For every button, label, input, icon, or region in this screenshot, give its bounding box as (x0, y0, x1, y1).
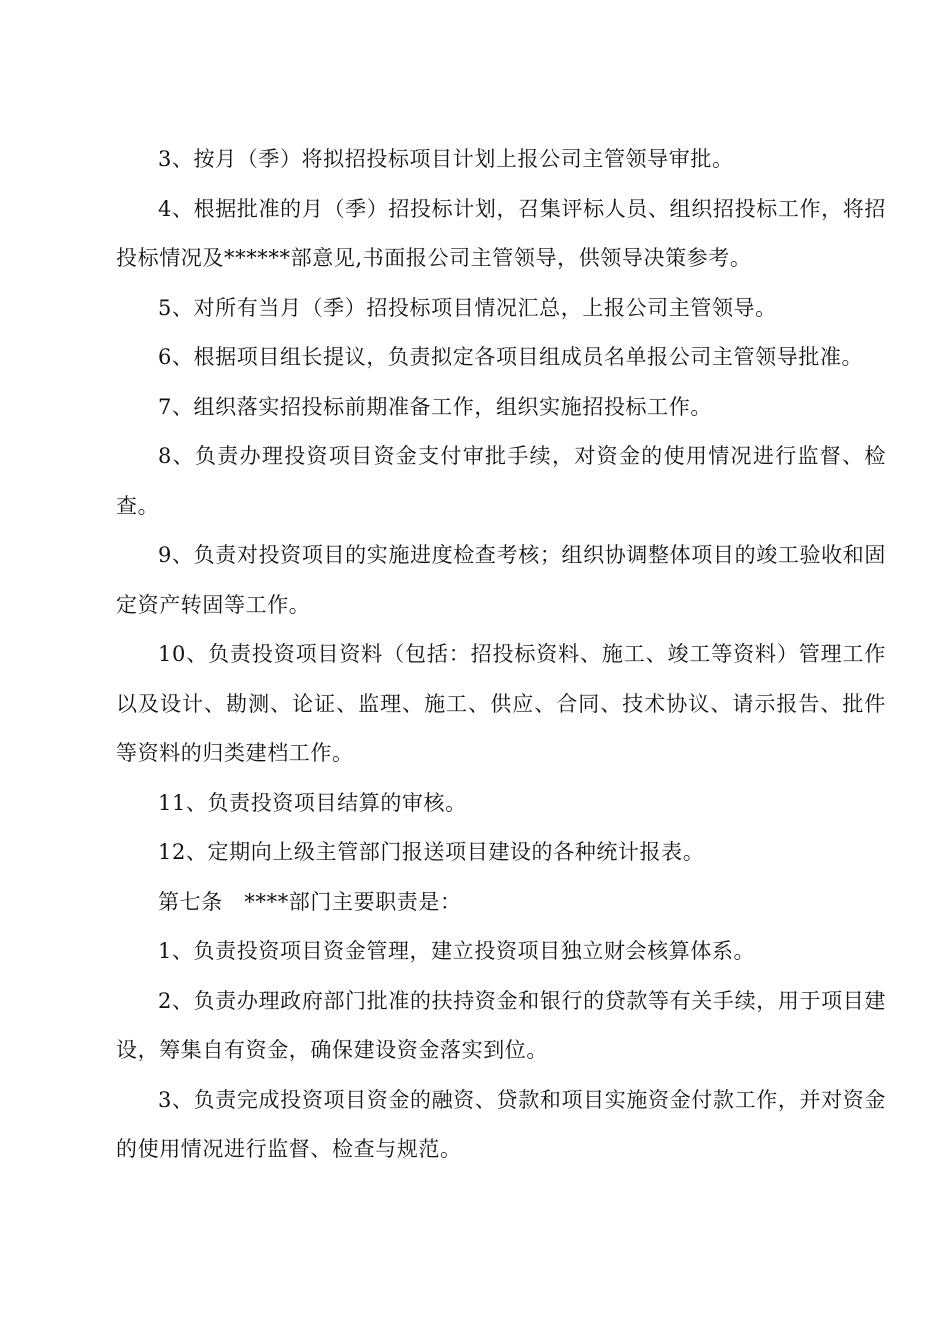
paragraph-item-4-organize-bidding: 4、根据批准的月（季）招投标计划，召集评标人员、组织招投标工作，将招投标情况及******部意见,书面报公司主管领导，供领导决策参考。 (116, 196, 886, 270)
paragraph-item-7-preparation: 7、组织落实招投标前期准备工作，组织实施招投标工作。 (158, 394, 712, 419)
paragraph-item-12-statistics-report: 12、定期向上级主管部门报送项目建设的各种统计报表。 (158, 840, 705, 864)
paragraph-item-8-payment-approval: 8、负责办理投资项目资金支付审批手续，对资金的使用情况进行监督、检查。 (116, 444, 886, 518)
paragraph-item-3-plan-report: 3、按月（季）将拟招投标项目计划上报公司主管领导审批。 (158, 147, 734, 171)
paragraph-item-6-team-list: 6、根据项目组长提议，负责拟定各项目组成员名单报公司主管领导批准。 (158, 345, 864, 369)
article-seven-heading: 第七条 ****部门主要职责是： (158, 889, 462, 914)
paragraph-finance-item-2: 2、负责办理政府部门批准的扶持资金和银行的贷款等有关手续，用于项目建设，筹集自有资金，确保建设资金落实到位。 (116, 988, 886, 1062)
paragraph-finance-item-1: 1、负责投资项目资金管理，建立投资项目独立财会核算体系。 (158, 939, 756, 963)
paragraph-item-11-settlement-review: 11、负责投资项目结算的审核。 (158, 790, 467, 815)
paragraph-item-9-progress-check: 9、负责对投资项目的实施进度检查考核；组织协调整体项目的竣工验收和固定资产转固等工作。 (116, 543, 886, 617)
document-page (116, 135, 886, 1175)
paragraph-item-5-monthly-summary: 5、对所有当月（季）招投标项目情况汇总，上报公司主管领导。 (158, 295, 777, 320)
paragraph-item-10-records-management: 10、负责投资项目资料（包括：招投标资料、施工、竣工等资料）管理工作以及设计、勘测、论证、监理、施工、供应、合同、技术协议、请示报告、批件等资料的归类建档工作。 (116, 642, 886, 765)
paragraph-finance-item-3: 3、负责完成投资项目资金的融资、贷款和项目实施资金付款工作，并对资金的使用情况进行监督、检查与规范。 (116, 1087, 886, 1161)
